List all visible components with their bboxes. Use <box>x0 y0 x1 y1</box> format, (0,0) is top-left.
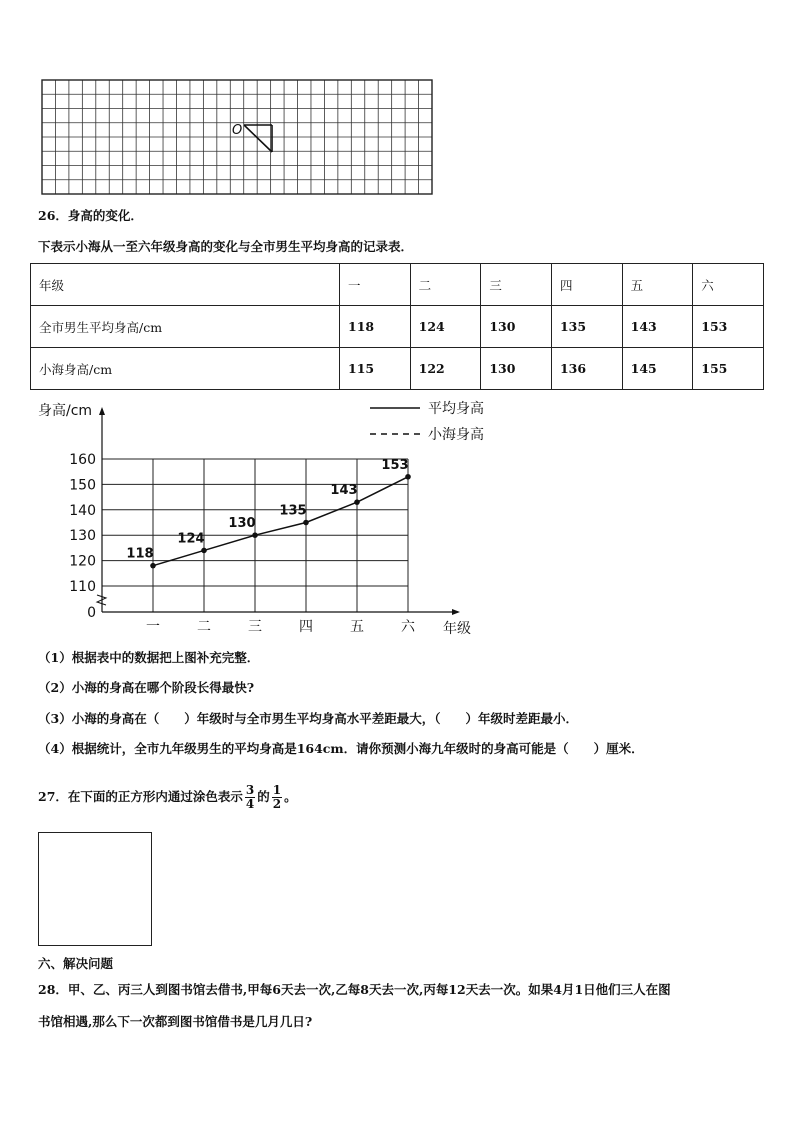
y-axis-arrow <box>99 407 105 415</box>
fraction-denominator: 4 <box>245 797 255 811</box>
q26-title: 26．身高的变化． <box>38 208 143 223</box>
x-tick-label: 五 <box>350 619 364 635</box>
y-tick-label: 120 <box>69 553 96 570</box>
q26-sub3: （3）小海的身高在（ ）年级时与全市男生平均身高水平差距最大，（ ）年级时差距最小． <box>38 711 578 726</box>
q28-line1: 28．甲、乙、丙三人到图书馆去借书,甲每6天去一次,乙每8天去一次,丙每12天去一次。如果4月1日他们三人在图 <box>38 982 671 997</box>
table-row <box>31 348 764 390</box>
q27-text <box>38 780 297 814</box>
table-row <box>31 306 764 348</box>
q27-suffix: 。 <box>284 789 297 804</box>
data-point <box>354 499 360 505</box>
table-header-cell: 四 <box>551 264 622 306</box>
table-cell: 143 <box>622 306 693 348</box>
y-tick-label: 160 <box>69 452 96 468</box>
legend <box>370 400 484 443</box>
data-point <box>252 532 258 538</box>
y-tick-label: 110 <box>69 579 96 595</box>
x-tick-label: 六 <box>401 619 415 635</box>
table-header-cell: 五 <box>622 264 693 306</box>
axis-break-mark <box>97 595 106 605</box>
table-cell: 145 <box>622 348 693 390</box>
table-cell: 155 <box>693 348 764 390</box>
fraction-denominator: 2 <box>272 797 282 811</box>
q26-sub2: （2）小海的身高在哪个阶段长得最快? <box>38 680 255 695</box>
table-header-row <box>31 264 764 306</box>
q27-middle: 的 <box>257 789 270 804</box>
data-label: 143 <box>330 483 358 499</box>
q28-line2: 书馆相遇,那么下一次都到图书馆借书是几月几日? <box>38 1014 313 1029</box>
q26-sub1: （1）根据表中的数据把上图补充完整． <box>38 650 260 665</box>
data-label: 153 <box>381 457 409 473</box>
x-tick-label: 三 <box>248 619 262 635</box>
table-header-cell: 六 <box>693 264 764 306</box>
data-label: 118 <box>126 546 154 562</box>
y-tick-label: 150 <box>69 477 96 494</box>
fraction-one-half <box>272 784 282 811</box>
y-tick-label: 0 <box>87 605 96 621</box>
table-row-label: 全市男生平均身高/cm <box>31 306 340 348</box>
data-point <box>201 548 207 554</box>
data-label: 135 <box>279 503 307 519</box>
table-header-cell: 一 <box>340 264 411 306</box>
x-tick-label: 二 <box>197 619 211 635</box>
fraction-numerator: 3 <box>245 783 255 797</box>
q26-sub4: （4）根据统计，全市九年级男生的平均身高是164cm．请你预测小海九年级时的身高可能是（ ）厘米． <box>38 741 644 756</box>
table-cell: 115 <box>340 348 411 390</box>
table-row-label: 小海身高/cm <box>31 348 340 390</box>
data-point <box>150 563 156 569</box>
data-label: 124 <box>177 531 205 547</box>
table-cell: 118 <box>340 306 411 348</box>
legend-label-xiaohai: 小海身高 <box>428 427 484 443</box>
table-cell: 153 <box>693 306 764 348</box>
y-tick-label: 140 <box>69 502 96 519</box>
table-header-cell: 二 <box>410 264 481 306</box>
grid-figure <box>40 78 436 198</box>
x-axis-label: 年级 <box>443 621 471 637</box>
section-title: 六、解决问题 <box>38 956 114 971</box>
height-record-table <box>30 263 764 390</box>
x-tick-label: 一 <box>146 619 160 635</box>
table-cell: 136 <box>551 348 622 390</box>
q26-intro: 下表示小海从一至六年级身高的变化与全市男生平均身高的记录表． <box>38 239 414 254</box>
data-point <box>405 474 411 480</box>
y-tick-label: 130 <box>69 528 96 545</box>
series-line <box>153 477 408 566</box>
table-header-cell: 三 <box>481 264 552 306</box>
triangle-shape <box>244 125 272 152</box>
origin-label: O <box>232 123 243 138</box>
data-point <box>303 520 309 526</box>
y-axis-label: 身高/cm <box>38 403 93 419</box>
table-cell: 135 <box>551 306 622 348</box>
height-line-chart <box>30 395 500 640</box>
table-cell: 124 <box>410 306 481 348</box>
table-cell: 122 <box>410 348 481 390</box>
fraction-three-quarters <box>245 784 255 811</box>
table-cell: 130 <box>481 306 552 348</box>
data-label: 130 <box>228 516 256 532</box>
table-cell: 130 <box>481 348 552 390</box>
fraction-numerator: 1 <box>272 783 282 797</box>
x-tick-label: 四 <box>299 619 313 635</box>
table-header-cell: 年级 <box>31 264 340 306</box>
legend-label-average: 平均身高 <box>428 401 484 417</box>
x-axis-arrow <box>452 609 460 615</box>
q27-prefix: 27．在下面的正方形内通过涂色表示 <box>38 789 243 804</box>
shading-square[interactable] <box>38 832 152 946</box>
